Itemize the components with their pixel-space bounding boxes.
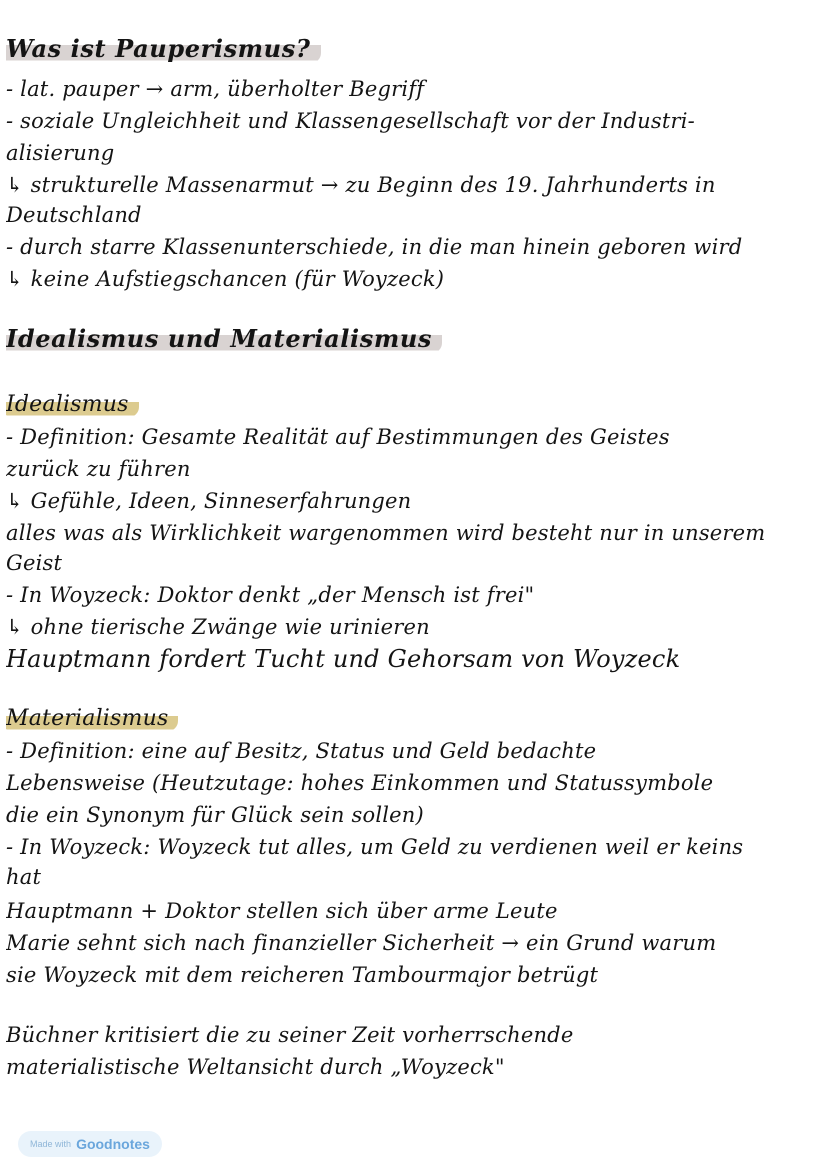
heading-idealismus-materialismus [6,324,820,354]
text-line: Hauptmann + Doktor stellen sich über arme Leute [6,899,558,923]
text-line: - In Woyzeck: Doktor denkt „der Mensch ist frei" [6,583,535,607]
text-line: Lebensweise (Heutzutage: hohes Einkommen und Statussymbole [6,771,714,795]
text-line: ↳ keine Aufstiegschancen (für Woyzeck) [6,267,445,291]
goodnotes-badge[interactable] [18,1131,162,1157]
heading-pauperismus [6,34,820,64]
heading-idealismus-materialismus-text: Idealismus und Materialismus [6,324,442,353]
text-line: ↳ strukturelle Massenarmut → zu Beginn des 19. Jahrhunderts in [6,173,716,197]
subheading-idealismus-text: Idealismus [6,392,139,417]
text-line: Geist [6,551,63,575]
text-line: alisierung [6,141,115,165]
badge-brand: Goodnotes [76,1136,150,1152]
text-line: alles was als Wirklichkeit wargenommen wird besteht nur in unserem [6,521,766,545]
heading-pauperismus-text: Was ist Pauperismus? [6,34,321,63]
subheading-idealismus [6,390,820,420]
text-line: - durch starre Klassenunterschiede, in die man hinein geboren wird [6,235,743,259]
text-line: Marie sehnt sich nach finanzieller Sicherheit → ein Grund warum [6,931,717,955]
text-line: ↳ ohne tierische Zwänge wie urinieren [6,615,430,639]
text-line: Hauptmann fordert Tucht und Gehorsam von Woyzeck [6,645,681,673]
subheading-materialismus-text: Materialismus [6,706,178,731]
text-line: sie Woyzeck mit dem reicheren Tambourmajor betrügt [6,963,599,987]
text-line: hat [6,865,42,889]
text-line: materialistische Weltansicht durch „Woyzeck" [6,1055,505,1079]
badge-made-with: Made with [30,1139,72,1149]
text-line: Deutschland [6,203,142,227]
text-line: - lat. pauper → arm, überholter Begriff [6,77,425,101]
subheading-materialismus [6,704,820,734]
text-line: - In Woyzeck: Woyzeck tut alles, um Geld zu verdienen weil er keins [6,835,744,859]
text-line: zurück zu führen [6,457,191,481]
text-line: ↳ Gefühle, Ideen, Sinneserfahrungen [6,489,412,513]
text-line: Büchner kritisiert die zu seiner Zeit vorherrschende [6,1023,574,1047]
text-line: die ein Synonym für Glück sein sollen) [6,803,424,827]
text-line: - Definition: Gesamte Realität auf Bestimmungen des Geistes [6,425,670,449]
text-line: - soziale Ungleichheit und Klassengesellschaft vor der Industri- [6,109,695,133]
text-line: - Definition: eine auf Besitz, Status und Geld bedachte [6,739,597,763]
